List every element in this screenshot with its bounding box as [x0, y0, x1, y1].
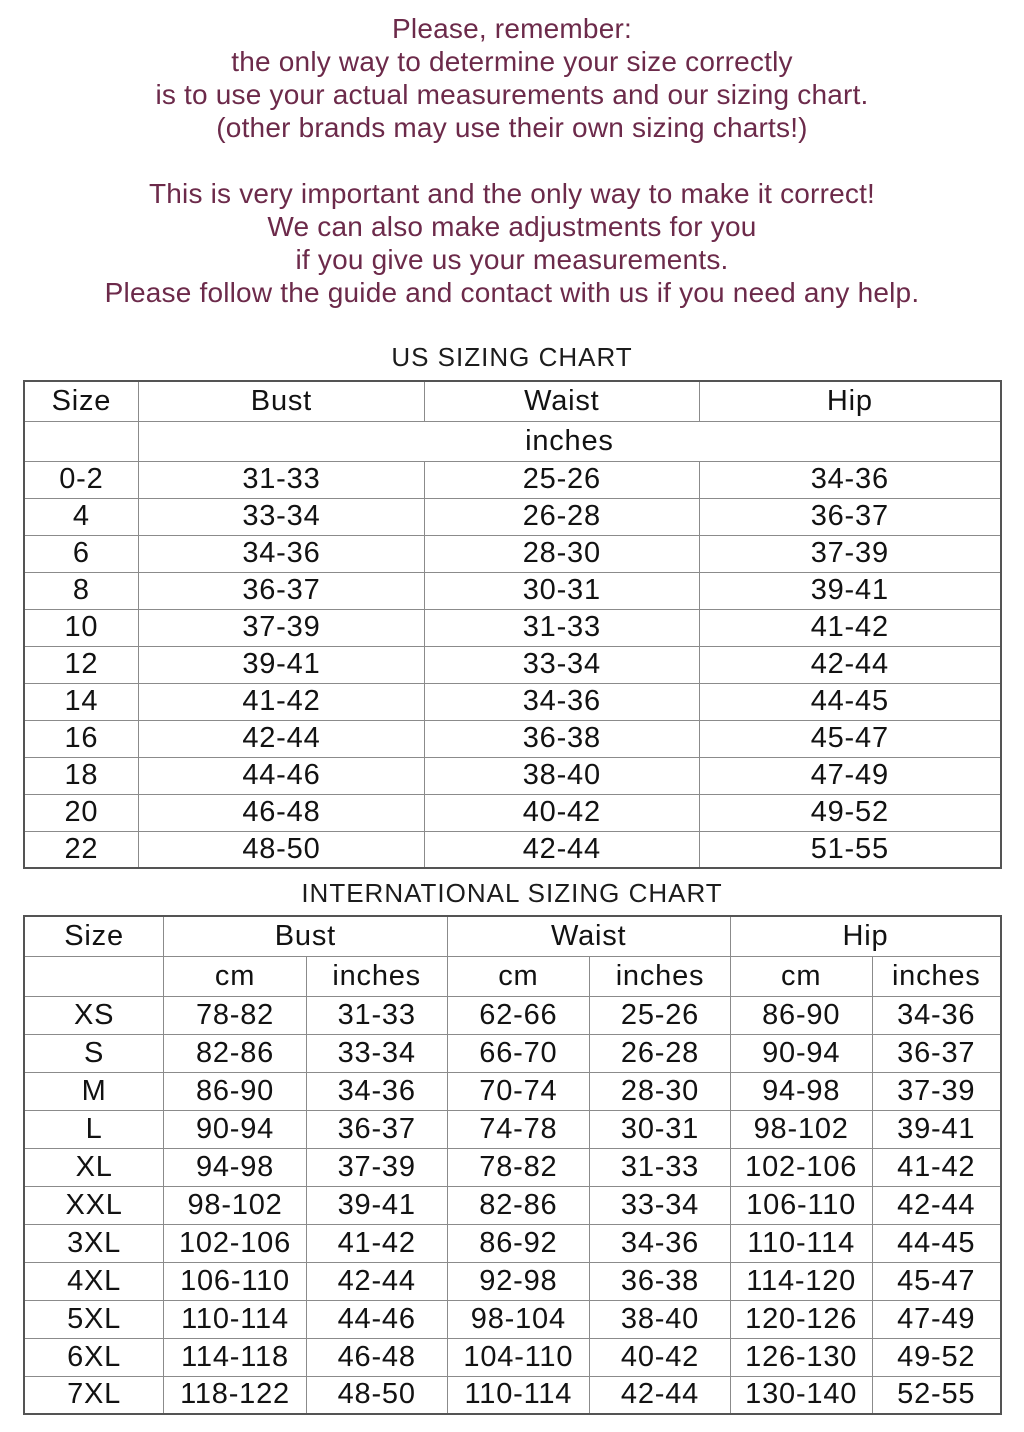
size-cell: XL	[24, 1148, 164, 1186]
measurement-cell: 34-36	[306, 1072, 447, 1110]
column-header-size: Size	[24, 916, 164, 956]
measurement-cell: 31-33	[590, 1148, 731, 1186]
measurement-cell: 33-34	[138, 498, 424, 535]
measurement-cell: 34-36	[138, 535, 424, 572]
measurement-cell: 86-92	[447, 1224, 590, 1262]
size-cell: S	[24, 1034, 164, 1072]
unit-label-cm: cm	[164, 956, 307, 996]
measurement-cell: 130-140	[730, 1376, 872, 1414]
measurement-cell: 46-48	[306, 1338, 447, 1376]
size-cell: XXL	[24, 1186, 164, 1224]
measurement-cell: 66-70	[447, 1034, 590, 1072]
table-row	[24, 1110, 1001, 1148]
measurement-cell: 42-44	[425, 831, 700, 868]
measurement-cell: 106-110	[164, 1262, 307, 1300]
unit-label: inches	[138, 421, 1001, 461]
measurement-cell: 31-33	[425, 609, 700, 646]
table-row	[24, 1034, 1001, 1072]
measurement-cell: 38-40	[425, 757, 700, 794]
measurement-cell: 82-86	[164, 1034, 307, 1072]
measurement-cell: 86-90	[730, 996, 872, 1034]
column-header-bust: Bust	[164, 916, 447, 956]
measurement-cell: 36-38	[590, 1262, 731, 1300]
intro-text	[0, 0, 1024, 309]
measurement-cell: 82-86	[447, 1186, 590, 1224]
intro-line: We can also make adjustments for you	[267, 211, 757, 242]
size-cell: 14	[24, 683, 138, 720]
table-row	[24, 683, 1001, 720]
size-cell: 22	[24, 831, 138, 868]
measurement-cell: 39-41	[138, 646, 424, 683]
table-row	[24, 1262, 1001, 1300]
measurement-cell: 30-31	[590, 1110, 731, 1148]
measurement-cell: 40-42	[590, 1338, 731, 1376]
measurement-cell: 48-50	[306, 1376, 447, 1414]
measurement-cell: 36-37	[306, 1110, 447, 1148]
measurement-cell: 37-39	[306, 1148, 447, 1186]
measurement-cell: 47-49	[872, 1300, 1001, 1338]
measurement-cell: 44-45	[699, 683, 1001, 720]
measurement-cell: 78-82	[164, 996, 307, 1034]
table-row	[24, 498, 1001, 535]
measurement-cell: 41-42	[872, 1148, 1001, 1186]
measurement-cell: 74-78	[447, 1110, 590, 1148]
us-header-row	[24, 381, 1001, 421]
international-chart-title: INTERNATIONAL SIZING CHART	[301, 878, 723, 908]
measurement-cell: 41-42	[699, 609, 1001, 646]
measurement-cell: 114-118	[164, 1338, 307, 1376]
measurement-cell: 46-48	[138, 794, 424, 831]
measurement-cell: 26-28	[590, 1034, 731, 1072]
measurement-cell: 40-42	[425, 794, 700, 831]
size-cell: 5XL	[24, 1300, 164, 1338]
measurement-cell: 36-38	[425, 720, 700, 757]
size-cell: 18	[24, 757, 138, 794]
table-row	[24, 1148, 1001, 1186]
table-row	[24, 1224, 1001, 1262]
measurement-cell: 25-26	[425, 461, 700, 498]
unit-label-inches: inches	[590, 956, 731, 996]
measurement-cell: 110-114	[164, 1300, 307, 1338]
size-cell: 10	[24, 609, 138, 646]
size-cell: 6	[24, 535, 138, 572]
measurement-cell: 42-44	[590, 1376, 731, 1414]
measurement-cell: 110-114	[447, 1376, 590, 1414]
table-row	[24, 720, 1001, 757]
measurement-cell: 102-106	[730, 1148, 872, 1186]
intro-line: if you give us your measurements.	[295, 244, 729, 275]
column-header-size: Size	[24, 381, 138, 421]
measurement-cell: 36-37	[699, 498, 1001, 535]
measurement-cell: 70-74	[447, 1072, 590, 1110]
measurement-cell: 48-50	[138, 831, 424, 868]
column-header-hip: Hip	[730, 916, 1001, 956]
measurement-cell: 52-55	[872, 1376, 1001, 1414]
intro-line: (other brands may use their own sizing charts!)	[216, 112, 808, 143]
measurement-cell: 114-120	[730, 1262, 872, 1300]
measurement-cell: 37-39	[138, 609, 424, 646]
measurement-cell: 94-98	[730, 1072, 872, 1110]
table-row	[24, 794, 1001, 831]
measurement-cell: 86-90	[164, 1072, 307, 1110]
measurement-cell: 90-94	[730, 1034, 872, 1072]
measurement-cell: 120-126	[730, 1300, 872, 1338]
table-row	[24, 831, 1001, 868]
size-cell: 8	[24, 572, 138, 609]
measurement-cell: 44-46	[138, 757, 424, 794]
measurement-cell: 38-40	[590, 1300, 731, 1338]
measurement-cell: 39-41	[872, 1110, 1001, 1148]
intl-header-row	[24, 916, 1001, 956]
measurement-cell: 37-39	[699, 535, 1001, 572]
column-header-waist: Waist	[447, 916, 730, 956]
table-row	[24, 996, 1001, 1034]
intro-line: This is very important and the only way to make it correct!	[148, 178, 876, 209]
size-cell: 7XL	[24, 1376, 164, 1414]
international-sizing-table	[23, 915, 1002, 1415]
measurement-cell: 92-98	[447, 1262, 590, 1300]
us-chart-title: US SIZING CHART	[391, 342, 633, 372]
intro-line: Please, remember:	[392, 13, 632, 44]
measurement-cell: 41-42	[306, 1224, 447, 1262]
measurement-cell: 34-36	[872, 996, 1001, 1034]
table-row	[24, 1376, 1001, 1414]
measurement-cell: 33-34	[306, 1034, 447, 1072]
table-row	[24, 461, 1001, 498]
measurement-cell: 42-44	[306, 1262, 447, 1300]
size-cell: XS	[24, 996, 164, 1034]
measurement-cell: 49-52	[872, 1338, 1001, 1376]
measurement-cell: 25-26	[590, 996, 731, 1034]
intro-line: the only way to determine your size correctly	[231, 46, 793, 77]
table-row	[24, 572, 1001, 609]
size-cell: 16	[24, 720, 138, 757]
paragraph-spacer	[0, 144, 1024, 177]
us-unit-row	[24, 421, 1001, 461]
measurement-cell: 110-114	[730, 1224, 872, 1262]
measurement-cell: 44-45	[872, 1224, 1001, 1262]
empty-cell	[24, 421, 138, 461]
measurement-cell: 118-122	[164, 1376, 307, 1414]
empty-cell	[24, 956, 164, 996]
measurement-cell: 51-55	[699, 831, 1001, 868]
table-row	[24, 1186, 1001, 1224]
measurement-cell: 62-66	[447, 996, 590, 1034]
measurement-cell: 126-130	[730, 1338, 872, 1376]
measurement-cell: 33-34	[425, 646, 700, 683]
measurement-cell: 34-36	[425, 683, 700, 720]
unit-label-cm: cm	[447, 956, 590, 996]
measurement-cell: 37-39	[872, 1072, 1001, 1110]
measurement-cell: 94-98	[164, 1148, 307, 1186]
measurement-cell: 106-110	[730, 1186, 872, 1224]
intro-line: Please follow the guide and contact with us if you need any help.	[104, 277, 920, 308]
measurement-cell: 78-82	[447, 1148, 590, 1186]
unit-label-inches: inches	[872, 956, 1001, 996]
size-cell: 12	[24, 646, 138, 683]
column-header-bust: Bust	[138, 381, 424, 421]
size-cell: L	[24, 1110, 164, 1148]
measurement-cell: 98-104	[447, 1300, 590, 1338]
measurement-cell: 45-47	[872, 1262, 1001, 1300]
table-row	[24, 1338, 1001, 1376]
intro-line: is to use your actual measurements and our sizing chart.	[155, 79, 869, 110]
size-cell: 4XL	[24, 1262, 164, 1300]
measurement-cell: 44-46	[306, 1300, 447, 1338]
measurement-cell: 39-41	[306, 1186, 447, 1224]
measurement-cell: 42-44	[699, 646, 1001, 683]
measurement-cell: 28-30	[590, 1072, 731, 1110]
table-row	[24, 609, 1001, 646]
table-row	[24, 535, 1001, 572]
measurement-cell: 30-31	[425, 572, 700, 609]
measurement-cell: 34-36	[590, 1224, 731, 1262]
measurement-cell: 36-37	[138, 572, 424, 609]
measurement-cell: 42-44	[138, 720, 424, 757]
size-cell: 3XL	[24, 1224, 164, 1262]
table-row	[24, 1300, 1001, 1338]
measurement-cell: 45-47	[699, 720, 1001, 757]
measurement-cell: 33-34	[590, 1186, 731, 1224]
us-sizing-table	[23, 380, 1002, 869]
measurement-cell: 47-49	[699, 757, 1001, 794]
intl-unit-row	[24, 956, 1001, 996]
size-cell: 0-2	[24, 461, 138, 498]
measurement-cell: 31-33	[138, 461, 424, 498]
size-cell: M	[24, 1072, 164, 1110]
measurement-cell: 90-94	[164, 1110, 307, 1148]
unit-label-inches: inches	[306, 956, 447, 996]
measurement-cell: 41-42	[138, 683, 424, 720]
table-row	[24, 1072, 1001, 1110]
measurement-cell: 98-102	[730, 1110, 872, 1148]
measurement-cell: 39-41	[699, 572, 1001, 609]
measurement-cell: 28-30	[425, 535, 700, 572]
column-header-waist: Waist	[425, 381, 700, 421]
measurement-cell: 34-36	[699, 461, 1001, 498]
measurement-cell: 49-52	[699, 794, 1001, 831]
table-row	[24, 646, 1001, 683]
unit-label-cm: cm	[730, 956, 872, 996]
measurement-cell: 31-33	[306, 996, 447, 1034]
table-row	[24, 757, 1001, 794]
measurement-cell: 98-102	[164, 1186, 307, 1224]
measurement-cell: 36-37	[872, 1034, 1001, 1072]
measurement-cell: 102-106	[164, 1224, 307, 1262]
size-cell: 20	[24, 794, 138, 831]
size-cell: 6XL	[24, 1338, 164, 1376]
measurement-cell: 26-28	[425, 498, 700, 535]
size-cell: 4	[24, 498, 138, 535]
column-header-hip: Hip	[699, 381, 1001, 421]
measurement-cell: 104-110	[447, 1338, 590, 1376]
measurement-cell: 42-44	[872, 1186, 1001, 1224]
